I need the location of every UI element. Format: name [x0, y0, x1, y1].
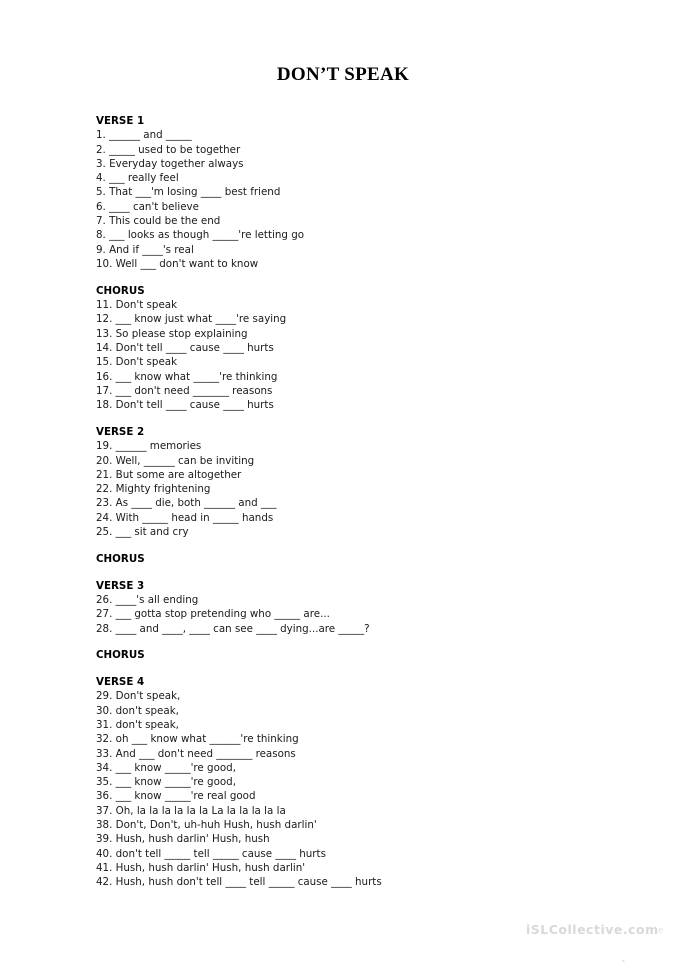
lyric-line: 36. ___ know _____'re real good — [96, 790, 256, 803]
lyric-line: 16. ___ know what _____'re thinking — [96, 370, 278, 383]
lyric-line: 9. And if ____'s real — [96, 243, 194, 256]
section-heading: CHORUS — [96, 649, 145, 662]
lyric-line: 38. Don't, Don't, uh-huh Hush, hush darlin' — [96, 819, 317, 832]
section-heading: VERSE 3 — [96, 579, 145, 592]
section-verse-2 — [96, 425, 616, 539]
lyric-line: 29. Don't speak, — [96, 690, 181, 703]
section-chorus — [96, 552, 616, 566]
page-title: DON’T SPEAK — [276, 64, 410, 85]
lyric-line: 12. ___ know just what ____'re saying — [96, 313, 287, 326]
section-verse-4 — [96, 675, 616, 889]
lyric-line: 37. Oh, la la la la la la La la la la la la — [96, 804, 286, 817]
section-verse-3 — [96, 579, 616, 636]
lyric-line: 5. That ___'m losing ____ best friend — [96, 186, 281, 199]
lyric-line: 32. oh ___ know what ______'re thinking — [96, 733, 299, 746]
lyric-line: 11. Don't speak — [96, 299, 178, 312]
lyric-line: 15. Don't speak — [96, 356, 178, 369]
footer-mark: • — [621, 957, 626, 966]
lyric-line: 2. _____ used to be together — [96, 143, 241, 156]
lyric-line: 18. Don't tell ____ cause ____ hurts — [96, 399, 274, 412]
lyric-line: 40. don't tell _____ tell _____ cause ____ hurts — [96, 847, 326, 860]
section-chorus — [96, 648, 616, 662]
section-chorus — [96, 284, 616, 413]
lyric-line: 26. ____'s all ending — [96, 593, 199, 606]
lyric-line: 8. ___ looks as though _____'re letting go — [96, 229, 305, 242]
lyric-line: 24. With _____ head in _____ hands — [96, 511, 274, 524]
lyric-line: 14. Don't tell ____ cause ____ hurts — [96, 341, 274, 354]
watermark-logo: iSLCollective.com — [526, 922, 659, 937]
section-heading: CHORUS — [96, 552, 145, 565]
lyric-line: 17. ___ don't need _______ reasons — [96, 384, 273, 397]
section-verse-1 — [96, 114, 616, 271]
lyric-line: 39. Hush, hush darlin' Hush, hush — [96, 833, 270, 846]
lyric-line: 21. But some are altogether — [96, 468, 242, 481]
lyric-line: 20. Well, ______ can be inviting — [96, 454, 255, 467]
lyric-line: 10. Well ___ don't want to know — [96, 257, 259, 270]
section-heading: VERSE 1 — [96, 115, 145, 127]
lyric-line: 23. As ____ die, both ______ and ___ — [96, 497, 277, 510]
lyric-line: 3. Everyday together always — [96, 157, 244, 170]
lyric-line: 13. So please stop explaining — [96, 327, 248, 340]
worksheet-body — [96, 114, 616, 902]
lyric-line: 31. don't speak, — [96, 718, 179, 731]
lyric-line: 4. ___ really feel — [96, 172, 179, 185]
lyric-line: 19. ______ memories — [96, 440, 202, 453]
lyric-line: 41. Hush, hush darlin' Hush, hush darlin' — [96, 861, 306, 874]
lyric-line: 6. ____ can't believe — [96, 200, 199, 213]
lyric-line: 22. Mighty frightening — [96, 483, 211, 496]
lyric-line: 25. ___ sit and cry — [96, 526, 189, 539]
section-heading: CHORUS — [96, 284, 145, 297]
section-heading: VERSE 4 — [96, 676, 145, 689]
lyric-line: 30. don't speak, — [96, 704, 179, 717]
lyric-line: 7. This could be the end — [96, 215, 221, 228]
lyric-line: 1. ______ and _____ — [96, 129, 192, 142]
lyric-line: 35. ___ know _____'re good, — [96, 776, 236, 789]
lyric-line: 33. And ___ don't need _______ reasons — [96, 747, 296, 760]
lyric-line: 42. Hush, hush don't tell ____ tell _____ cause ____ hurts — [96, 876, 382, 889]
lyric-line: 28. ____ and ____, ____ can see ____ dying...are _____? — [96, 622, 370, 635]
lyric-line: 34. ___ know _____'re good, — [96, 761, 236, 774]
watermark-mark: e — [658, 926, 664, 936]
lyric-line: 27. ___ gotta stop pretending who _____ are... — [96, 608, 330, 621]
section-heading: VERSE 2 — [96, 425, 145, 438]
